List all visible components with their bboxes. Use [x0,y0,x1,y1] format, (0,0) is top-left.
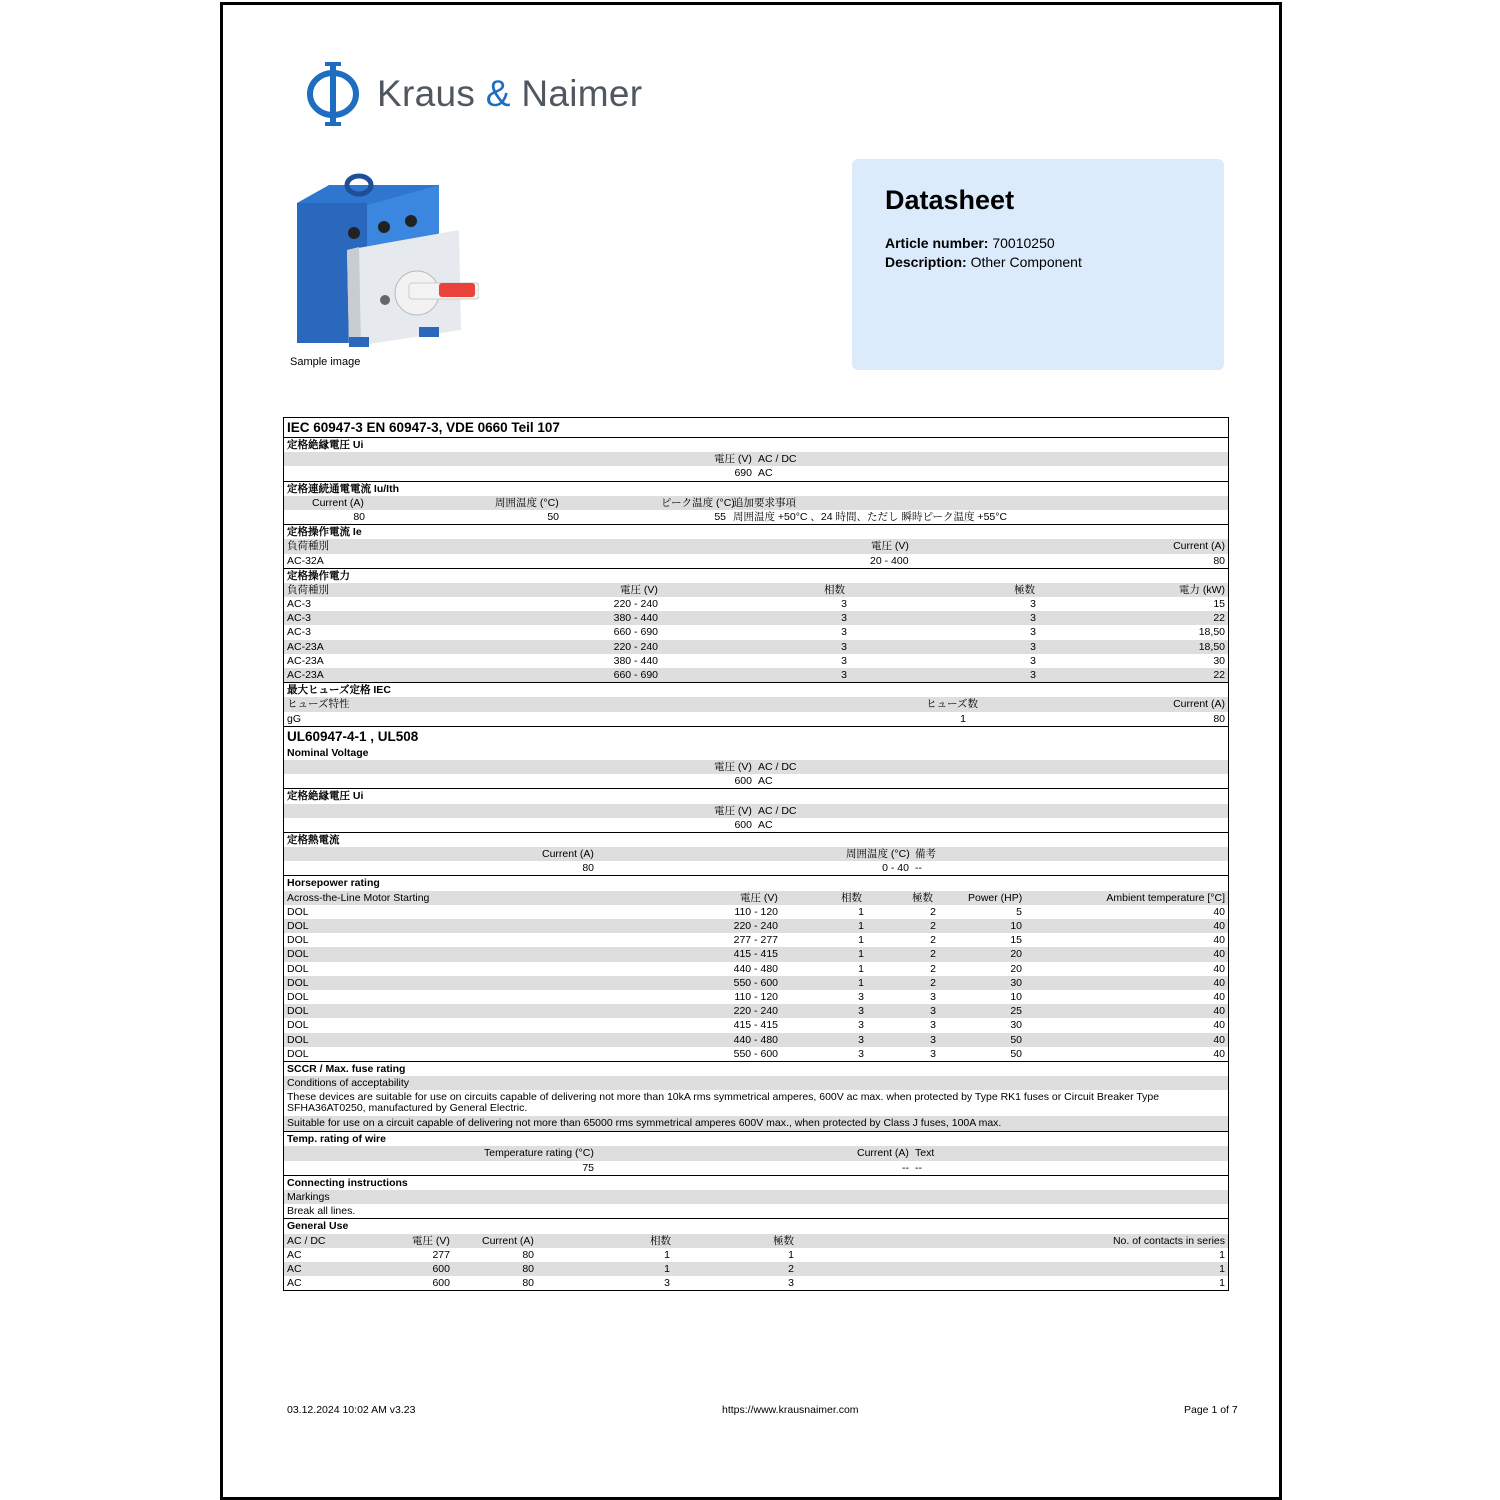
table-cell: AC-3 [287,598,311,611]
table-header: Across-the-Line Motor Starting 電圧 (V) 相数 極数 Power (HP) Ambient temperature [°C] [284,891,1228,905]
article-number: Article number: 70010250 [885,235,1055,251]
section-title: Nominal Voltage [287,746,369,759]
table-cell: 1 [1219,1248,1225,1261]
footer-page: Page 1 of 7 [1184,1404,1238,1416]
table-cell: 18,50 [1198,626,1225,639]
table-cell: AC [287,1248,302,1261]
table-cell: 3 [858,990,864,1003]
table-cell: 20 [1010,962,1022,975]
table-cell: 220 - 240 [613,598,658,611]
table-cell: 110 - 120 [734,905,778,918]
table-cell: AC [287,1277,302,1290]
table-cell: 30 [1010,1019,1022,1032]
table-row [284,1262,1228,1276]
table-header: Current (A) 周囲温度 (°C) ピーク温度 (°C) 追加要求事項 [284,496,1228,510]
table-row: 690 AC [734,467,773,480]
table-cell: 50 [1010,1033,1022,1046]
iec-standard-title: IEC 60947-3 EN 60947-3, VDE 0660 Teil 107 [287,420,560,435]
table-cell: DOL [287,1019,309,1032]
table-cell: 415 - 415 [733,1019,778,1032]
table-cell: 3 [1030,654,1036,667]
table-cell: DOL [287,962,309,975]
table-cell: DOL [287,948,309,961]
table-cell: 3 [930,1047,936,1060]
table-cell: 3 [841,598,847,611]
table-cell: 2 [930,948,936,961]
spec-table [283,417,1229,1291]
table-row [284,1033,1228,1047]
section-title: 定格操作電力 [284,568,1228,583]
table-cell: 3 [858,1005,864,1018]
general-use-rows [284,1248,1228,1291]
datasheet-page [220,2,1282,1500]
table-cell: AC-23A [287,669,324,681]
table-header: ヒューズ特性 ヒューズ数 Current (A) [284,697,1228,711]
table-cell: 40 [1213,1005,1225,1018]
table-row [284,640,1228,654]
brand-name: Kraus & Naimer [377,73,643,114]
table-cell: 3 [858,1047,864,1060]
table-row: AC-32A 20 - 400 80 [287,554,1225,567]
table-row: 75 -- -- [582,1161,922,1174]
table-header: Current (A) 周囲温度 (°C) 備考 [284,847,1228,861]
table-cell: 3 [841,669,847,681]
table-cell: 2 [788,1262,794,1275]
section-title: Temp. rating of wire [284,1131,1228,1146]
table-cell: 1 [858,920,864,932]
table-cell: 40 [1213,905,1225,918]
table-cell: 1 [664,1248,670,1261]
table-cell: 3 [930,1033,936,1046]
table-row [284,654,1228,668]
table-cell: 1 [1219,1262,1225,1275]
table-row [284,1276,1228,1290]
table-cell: 2 [930,962,936,975]
table-cell: 40 [1213,920,1225,932]
panel-title: Datasheet [885,185,1015,215]
table-cell: 380 - 440 [613,612,658,625]
table-header: Conditions of acceptability [284,1076,1228,1090]
table-cell: 3 [664,1277,670,1290]
table-row [284,976,1228,990]
table-cell: DOL [287,920,309,932]
table-cell: 40 [1213,976,1225,989]
table-cell: DOL [287,1005,309,1018]
table-cell: AC-23A [287,640,324,653]
table-cell: 3 [930,1019,936,1032]
table-row [284,1004,1228,1018]
footer-url[interactable]: https://www.krausnaimer.com [722,1404,859,1416]
table-cell: 40 [1213,948,1225,961]
table-header: 電圧 (V) AC / DC [284,760,1228,774]
table-row [284,611,1228,625]
sccr-text: Suitable for use on a circuit capable of delivering not more than 65000 rms symmetrical amperes 600V max., when protected by Class J fuses, 100A max. [284,1116,1228,1131]
table-cell: 25 [1010,1005,1022,1018]
table-cell: 550 - 600 [733,976,778,989]
table-cell: 2 [930,920,936,932]
table-cell: 15 [1213,598,1225,611]
table-cell: 3 [1030,612,1036,625]
table-cell: 3 [841,640,847,653]
table-cell: 3 [841,626,847,639]
ul-standard-title: UL60947-4-1 , UL508 [284,726,1228,746]
table-header: 負荷種別 電圧 (V) 相数 極数 電力 (kW) [284,583,1228,597]
table-cell: 40 [1213,934,1225,947]
sccr-text: These devices are suitable for use on circuits capable of delivering not more than 10kA rms symmetrical amperes, 600V ac max. when protected by Type RK1 fuses or Circuit Breaker Type SFHA36AT0250, manufactured by General Electric. [287,1091,1160,1115]
table-cell: 2 [930,934,936,947]
table-cell: 220 - 240 [733,920,778,932]
datasheet-info-panel [852,159,1224,370]
table-cell: 3 [1030,626,1036,639]
table-cell: 30 [1010,976,1022,989]
table-row [284,597,1228,611]
table-cell: DOL [287,976,309,989]
table-cell: AC-3 [287,612,311,625]
table-cell: 277 - 277 [733,934,778,947]
table-cell: 22 [1213,669,1225,681]
description: Description: Other Component [885,254,1082,270]
table-cell: AC-23A [287,654,324,667]
table-header: 電圧 (V) AC / DC [284,452,1228,466]
table-cell: 3 [1030,598,1036,611]
table-cell: 277 [432,1248,450,1261]
table-cell: 15 [1010,934,1022,947]
phi-logo-icon [303,59,363,129]
table-cell: 22 [1213,612,1225,625]
table-cell: 3 [788,1277,794,1290]
table-row: gG 1 80 [287,712,1225,725]
table-row: 80 50 55 周囲温度 +50°C 、24 時間、ただし 瞬時ピーク温度 +55°C [353,510,1008,523]
section-title: General Use [284,1218,1228,1233]
table-cell: 2 [930,976,936,989]
table-cell: 660 - 690 [613,626,658,639]
table-cell: 3 [1030,669,1036,681]
table-row [284,905,1228,919]
table-cell: 1 [858,948,864,961]
table-cell: DOL [287,990,309,1003]
table-cell: 30 [1213,654,1225,667]
horsepower-rows [284,905,1228,1061]
table-cell: 660 - 690 [613,669,658,681]
table-row: 600 AC [734,775,773,788]
table-row [284,933,1228,947]
table-cell: 440 - 480 [733,1033,778,1046]
table-row [284,668,1228,682]
section-title: Connecting instructions [284,1175,1228,1190]
product-image [289,165,479,355]
table-header: Markings [284,1190,1228,1204]
table-cell: 80 [522,1262,534,1275]
table-header: Temperature rating (°C) Current (A) Text [284,1146,1228,1160]
table-header: 負荷種別 電圧 (V) Current (A) [284,539,1228,553]
table-cell: 40 [1213,1033,1225,1046]
table-cell: 1 [788,1248,794,1261]
table-cell: 550 - 600 [733,1047,778,1060]
table-cell: 1 [858,934,864,947]
table-header: AC / DC 電圧 (V) Current (A) 相数 極数 No. of contacts in series [284,1234,1228,1248]
table-cell: 3 [841,612,847,625]
table-cell: 2 [930,905,936,918]
table-cell: 3 [930,1005,936,1018]
table-cell: 600 [432,1277,450,1290]
table-row: 600 AC [734,818,773,831]
table-header: 電圧 (V) AC / DC [284,804,1228,818]
table-cell: 415 - 415 [733,948,778,961]
table-cell: 3 [858,1019,864,1032]
table-cell: 1 [1219,1277,1225,1290]
table-cell: 3 [930,990,936,1003]
table-cell: 440 - 480 [733,962,778,975]
table-cell: AC [287,1262,302,1275]
table-cell: 50 [1010,1047,1022,1060]
table-cell: 18,50 [1198,640,1225,653]
table-cell: AC-3 [287,626,311,639]
table-cell: 40 [1213,1019,1225,1032]
image-caption: Sample image [290,356,361,368]
table-row [284,1248,1228,1262]
table-cell: 1 [858,962,864,975]
table-cell: 3 [841,654,847,667]
table-cell: DOL [287,934,309,947]
table-cell: DOL [287,905,309,918]
table-row [284,962,1228,976]
table-cell: 10 [1010,990,1022,1003]
table-cell: DOL [287,1033,309,1046]
table-cell: DOL [287,1047,309,1060]
table-row [284,990,1228,1004]
table-row [284,625,1228,639]
section-title: 定格操作電流 Ie [284,524,1228,539]
table-row: 80 0 - 40 -- [582,862,922,875]
table-row [284,919,1228,933]
table-cell: 80 [522,1248,534,1261]
table-cell: 3 [858,1033,864,1046]
brand-logo [303,58,642,130]
table-cell: 380 - 440 [613,654,658,667]
table-cell: 1 [858,976,864,989]
table-row [284,1047,1228,1061]
table-cell: 220 - 240 [733,1005,778,1018]
section-title: Horsepower rating [284,875,1228,890]
table-cell: 40 [1213,1047,1225,1060]
table-cell: 5 [1016,905,1022,918]
table-cell: 20 [1010,948,1022,961]
section-title: 定格連続通電電流 Iu/Ith [284,481,1228,496]
footer-date: 03.12.2024 10:02 AM v3.23 [287,1404,416,1416]
section-title: 定格絶縁電圧 Ui [284,788,1228,803]
table-cell: 1 [858,905,864,918]
table-row [284,947,1228,961]
table-cell: 40 [1213,962,1225,975]
table-cell: 3 [1030,640,1036,653]
table-cell: 220 - 240 [613,640,658,653]
section-title: 最大ヒューズ定格 IEC [284,682,1228,697]
section-title: 定格絶縁電圧 Ui [284,437,1228,452]
table-row [284,1018,1228,1032]
table-cell: 80 [522,1277,534,1290]
table-cell: 10 [1010,920,1022,932]
table-row: Break all lines. [287,1205,356,1218]
section-title: 定格熱電流 [284,832,1228,847]
table-cell: 600 [432,1262,450,1275]
table-cell: 110 - 120 [734,990,778,1003]
section-title: SCCR / Max. fuse rating [284,1061,1228,1076]
table-cell: 40 [1213,990,1225,1003]
power-rows [284,597,1228,682]
table-cell: 1 [664,1262,670,1275]
